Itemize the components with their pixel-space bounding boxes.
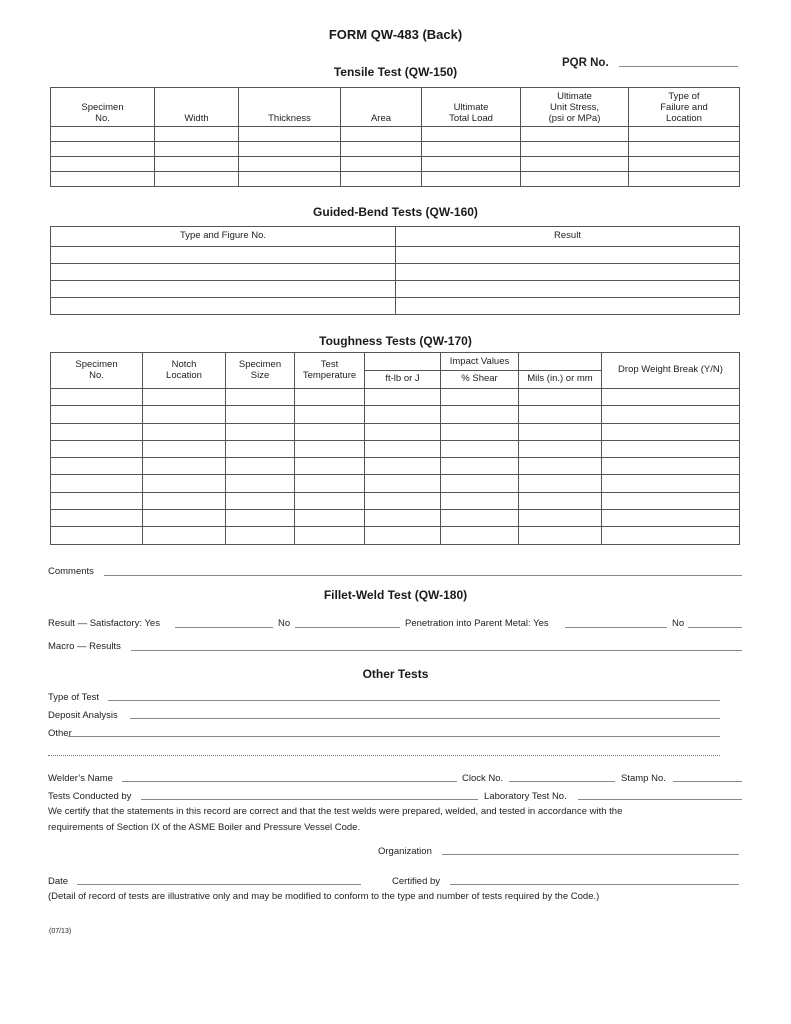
header-specimen-no (51, 88, 155, 127)
table-cell-shear[interactable] (441, 406, 519, 423)
table-cell-test-temperature[interactable] (295, 389, 365, 406)
revision-code: (07/13) (49, 928, 72, 935)
table-cell-drop-weight-break[interactable] (602, 423, 740, 440)
satisfactory-no-label: No (278, 618, 291, 629)
penetration-no-label: No (672, 618, 685, 629)
header-text: Location (666, 113, 702, 124)
header-specimen-size (226, 353, 295, 389)
table-cell-specimen-no[interactable] (51, 127, 155, 142)
table-row (51, 440, 740, 457)
header-drop-weight-break: Drop Weight Break (Y/N) (602, 353, 740, 389)
header-ultimate-total-load (422, 88, 521, 127)
lab-test-no-label: Laboratory Test No. (484, 791, 567, 802)
table-cell-result[interactable] (396, 298, 740, 315)
table-cell-shear[interactable] (441, 389, 519, 406)
header-area (341, 88, 422, 127)
penetration-yes-field[interactable] (565, 627, 667, 628)
table-cell-ultimate-total-load[interactable] (422, 142, 521, 157)
penetration-no-field[interactable] (688, 627, 742, 628)
table-cell-mils[interactable] (519, 510, 602, 527)
table-cell-notch-location[interactable] (143, 389, 226, 406)
table-cell-drop-weight-break[interactable] (602, 440, 740, 457)
table-cell-specimen-no[interactable] (51, 492, 143, 509)
table-cell-specimen-size[interactable] (226, 492, 295, 509)
toughness-test-title: Toughness Tests (QW-170) (319, 334, 472, 348)
table-cell-specimen-size[interactable] (226, 423, 295, 440)
table-cell-specimen-size[interactable] (226, 510, 295, 527)
table-row (51, 458, 740, 475)
lab-test-no-field[interactable] (578, 799, 742, 800)
table-cell-result[interactable] (396, 247, 740, 264)
table-cell-type-of-failure-and-location[interactable] (629, 172, 740, 187)
table-cell-shear[interactable] (441, 510, 519, 527)
stamp-no-label: Stamp No. (621, 773, 666, 784)
table-cell-mils[interactable] (519, 458, 602, 475)
table-cell-type-of-failure-and-location[interactable] (629, 127, 740, 142)
table-row (51, 142, 740, 157)
table-cell-test-temperature[interactable] (295, 492, 365, 509)
table-cell-notch-location[interactable] (143, 440, 226, 457)
table-cell-test-temperature[interactable] (295, 406, 365, 423)
form-title: FORM QW-483 (Back) (328, 27, 463, 42)
header-text: Specimen (238, 358, 282, 370)
table-cell-mils[interactable] (519, 423, 602, 440)
welders-name-field[interactable] (122, 781, 457, 782)
header-text: (psi or MPa) (548, 113, 601, 124)
header-text: Thickness (268, 113, 311, 124)
satisfactory-yes-label: Result — Satisfactory: Yes (48, 618, 160, 629)
guided-bend-title: Guided-Bend Tests (QW-160) (313, 205, 478, 219)
organization-field[interactable] (442, 854, 739, 855)
table-row (51, 298, 740, 315)
table-cell-drop-weight-break[interactable] (602, 458, 740, 475)
comments-field[interactable] (104, 575, 742, 576)
table-row (51, 247, 740, 264)
header-text: Location (166, 369, 202, 381)
table-cell-test-temperature[interactable] (295, 458, 365, 475)
header-test-temperature (295, 353, 365, 389)
table-cell-specimen-no[interactable] (51, 157, 155, 172)
table-cell-mils[interactable] (519, 406, 602, 423)
table-cell-specimen-no[interactable] (51, 510, 143, 527)
deposit-analysis-label: Deposit Analysis (48, 710, 118, 721)
table-cell-ultimate-total-load[interactable] (422, 127, 521, 142)
header-shear: % Shear (441, 371, 519, 389)
guided-bend-table (50, 226, 740, 315)
tensile-test-title: Tensile Test (QW-150) (333, 65, 458, 79)
header-text: No. (95, 113, 110, 124)
table-cell-specimen-no[interactable] (51, 423, 143, 440)
table-cell-specimen-no[interactable] (51, 406, 143, 423)
table-cell-test-temperature[interactable] (295, 440, 365, 457)
table-cell-thickness[interactable] (239, 157, 341, 172)
header-type-of-failure-and-location (629, 88, 740, 127)
table-cell-notch-location[interactable] (143, 458, 226, 475)
organization-label: Organization (378, 846, 432, 857)
table-cell-ultimate-unit-stress[interactable] (521, 127, 629, 142)
certification-text-line-2: requirements of Section IX of the ASME Boiler and Pressure Vessel Code. (48, 822, 361, 833)
date-label: Date (48, 876, 69, 887)
table-cell-width[interactable] (155, 157, 239, 172)
table-row (51, 423, 740, 440)
table-cell-shear[interactable] (441, 492, 519, 509)
table-cell-shear[interactable] (441, 440, 519, 457)
other-tests-title: Other Tests (362, 667, 429, 681)
table-cell-shear[interactable] (441, 527, 519, 544)
clock-no-label: Clock No. (462, 773, 504, 784)
table-cell-specimen-size[interactable] (226, 440, 295, 457)
table-cell-drop-weight-break[interactable] (602, 492, 740, 509)
tests-conducted-by-label: Tests Conducted by (48, 791, 132, 802)
illustrative-note: (Detail of record of tests are illustrative only and may be modified to conform to the type and number of tests required by the Code.) (48, 891, 600, 902)
table-cell-notch-location[interactable] (143, 423, 226, 440)
header-text: Size (250, 369, 270, 381)
table-cell-drop-weight-break[interactable] (602, 475, 740, 492)
header-text: Type of (668, 91, 700, 102)
table-cell-area[interactable] (341, 172, 422, 187)
certified-by-field[interactable] (450, 884, 739, 885)
certification-text-line-1: We certify that the statements in this record are correct and that the test welds were prepared, welded, and tested in accordance with the (48, 806, 623, 817)
deposit-analysis-field[interactable] (130, 718, 720, 719)
table-cell-ft-lb[interactable] (365, 406, 441, 423)
header-text: Specimen (81, 102, 124, 113)
table-cell-mils[interactable] (519, 440, 602, 457)
satisfactory-yes-field[interactable] (175, 627, 273, 628)
table-cell-specimen-no[interactable] (51, 475, 143, 492)
table-cell-shear[interactable] (441, 423, 519, 440)
table-cell-ft-lb[interactable] (365, 475, 441, 492)
header-text: Total Load (449, 113, 493, 124)
table-cell-specimen-no[interactable] (51, 389, 143, 406)
table-cell-result[interactable] (396, 264, 740, 281)
table-cell-thickness[interactable] (239, 127, 341, 142)
header-text: Area (370, 113, 392, 124)
header-impact-spacer-left (365, 353, 441, 371)
table-cell-shear[interactable] (441, 458, 519, 475)
header-text: Test (320, 358, 339, 370)
table-row (51, 475, 740, 492)
table-cell-width[interactable] (155, 142, 239, 157)
header-text: Ultimate (557, 91, 592, 102)
header-text: No. (89, 369, 104, 381)
table-row (51, 510, 740, 527)
table-cell-test-temperature[interactable] (295, 423, 365, 440)
table-cell-ultimate-total-load[interactable] (422, 172, 521, 187)
table-cell-drop-weight-break[interactable] (602, 510, 740, 527)
table-cell-mils[interactable] (519, 475, 602, 492)
table-cell-ultimate-total-load[interactable] (422, 157, 521, 172)
table-cell-notch-location[interactable] (143, 492, 226, 509)
table-cell-specimen-no[interactable] (51, 527, 143, 544)
table-cell-notch-location[interactable] (143, 406, 226, 423)
header-text: Ultimate (453, 102, 489, 113)
macro-results-label: Macro — Results (48, 641, 121, 652)
table-cell-specimen-size[interactable] (226, 527, 295, 544)
table-cell-type-of-failure-and-location[interactable] (629, 142, 740, 157)
table-cell-drop-weight-break[interactable] (602, 406, 740, 423)
other-continuation-field[interactable] (48, 755, 720, 756)
other-field[interactable] (68, 736, 720, 737)
table-cell-type-and-figure-no[interactable] (51, 298, 396, 315)
header-text: Temperature (302, 369, 357, 381)
header-text: Width (184, 113, 209, 124)
table-cell-type-of-failure-and-location[interactable] (629, 157, 740, 172)
header-width (155, 88, 239, 127)
table-cell-mils[interactable] (519, 389, 602, 406)
type-of-test-label: Type of Test (48, 692, 100, 703)
welders-name-label: Welder’s Name (48, 773, 113, 784)
table-cell-ft-lb[interactable] (365, 389, 441, 406)
table-row (51, 281, 740, 298)
date-field[interactable] (77, 884, 361, 885)
table-row (51, 527, 740, 544)
header-thickness (239, 88, 341, 127)
comments-label: Comments (48, 566, 94, 577)
table-cell-specimen-no[interactable] (51, 440, 143, 457)
table-row (51, 264, 740, 281)
table-cell-drop-weight-break[interactable] (602, 527, 740, 544)
table-row (51, 492, 740, 509)
fillet-weld-title: Fillet-Weld Test (QW-180) (323, 588, 468, 602)
table-cell-ultimate-unit-stress[interactable] (521, 142, 629, 157)
table-cell-type-and-figure-no[interactable] (51, 281, 396, 298)
table-row (51, 127, 740, 142)
table-cell-thickness[interactable] (239, 172, 341, 187)
table-cell-type-and-figure-no[interactable] (51, 264, 396, 281)
toughness-test-table (50, 352, 740, 545)
pqr-label: PQR No. (562, 57, 609, 69)
table-cell-ft-lb[interactable] (365, 492, 441, 509)
header-result: Result (396, 227, 740, 247)
header-specimen-no (51, 353, 143, 389)
table-cell-specimen-size[interactable] (226, 389, 295, 406)
table-cell-thickness[interactable] (239, 142, 341, 157)
table-cell-specimen-size[interactable] (226, 458, 295, 475)
tensile-test-table (50, 87, 740, 187)
table-cell-ft-lb[interactable] (365, 458, 441, 475)
table-cell-ultimate-unit-stress[interactable] (521, 157, 629, 172)
table-cell-test-temperature[interactable] (295, 510, 365, 527)
table-cell-ft-lb[interactable] (365, 440, 441, 457)
table-cell-mils[interactable] (519, 527, 602, 544)
table-cell-ft-lb[interactable] (365, 510, 441, 527)
table-cell-specimen-size[interactable] (226, 406, 295, 423)
table-cell-mils[interactable] (519, 492, 602, 509)
table-row (51, 172, 740, 187)
table-cell-ft-lb[interactable] (365, 423, 441, 440)
header-ultimate-unit-stress (521, 88, 629, 127)
table-cell-specimen-no[interactable] (51, 458, 143, 475)
table-cell-width[interactable] (155, 172, 239, 187)
macro-results-field[interactable] (131, 650, 742, 651)
table-row (51, 406, 740, 423)
table-cell-width[interactable] (155, 127, 239, 142)
table-row (51, 389, 740, 406)
tests-conducted-by-field[interactable] (141, 799, 478, 800)
table-cell-notch-location[interactable] (143, 475, 226, 492)
penetration-yes-label: Penetration into Parent Metal: Yes (405, 618, 549, 629)
stamp-no-field[interactable] (673, 781, 742, 782)
other-label: Other (48, 728, 72, 739)
type-of-test-field[interactable] (108, 700, 720, 701)
header-ft-lb: ft-lb or J (365, 371, 441, 389)
table-cell-notch-location[interactable] (143, 510, 226, 527)
certified-by-label: Certified by (392, 876, 441, 887)
table-cell-result[interactable] (396, 281, 740, 298)
table-cell-area[interactable] (341, 142, 422, 157)
header-text: Unit Stress, (549, 102, 600, 113)
table-row (51, 157, 740, 172)
table-cell-area[interactable] (341, 157, 422, 172)
table-cell-specimen-no[interactable] (51, 172, 155, 187)
clock-no-field[interactable] (509, 781, 615, 782)
table-cell-ultimate-unit-stress[interactable] (521, 172, 629, 187)
table-cell-area[interactable] (341, 127, 422, 142)
table-cell-test-temperature[interactable] (295, 475, 365, 492)
header-mils: Mils (in.) or mm (519, 371, 602, 389)
table-cell-test-temperature[interactable] (295, 527, 365, 544)
table-cell-shear[interactable] (441, 475, 519, 492)
table-cell-drop-weight-break[interactable] (602, 389, 740, 406)
table-cell-notch-location[interactable] (143, 527, 226, 544)
table-cell-specimen-size[interactable] (226, 475, 295, 492)
header-text: Specimen (75, 358, 118, 370)
header-notch-location (143, 353, 226, 389)
header-impact-spacer-right (519, 353, 602, 371)
header-type-and-figure-no: Type and Figure No. (51, 227, 396, 247)
table-cell-type-and-figure-no[interactable] (51, 247, 396, 264)
table-cell-specimen-no[interactable] (51, 142, 155, 157)
table-cell-ft-lb[interactable] (365, 527, 441, 544)
satisfactory-no-field[interactable] (295, 627, 400, 628)
header-text: Notch (171, 358, 197, 370)
header-impact-values: Impact Values (441, 353, 519, 371)
header-text: Failure and (660, 102, 708, 113)
